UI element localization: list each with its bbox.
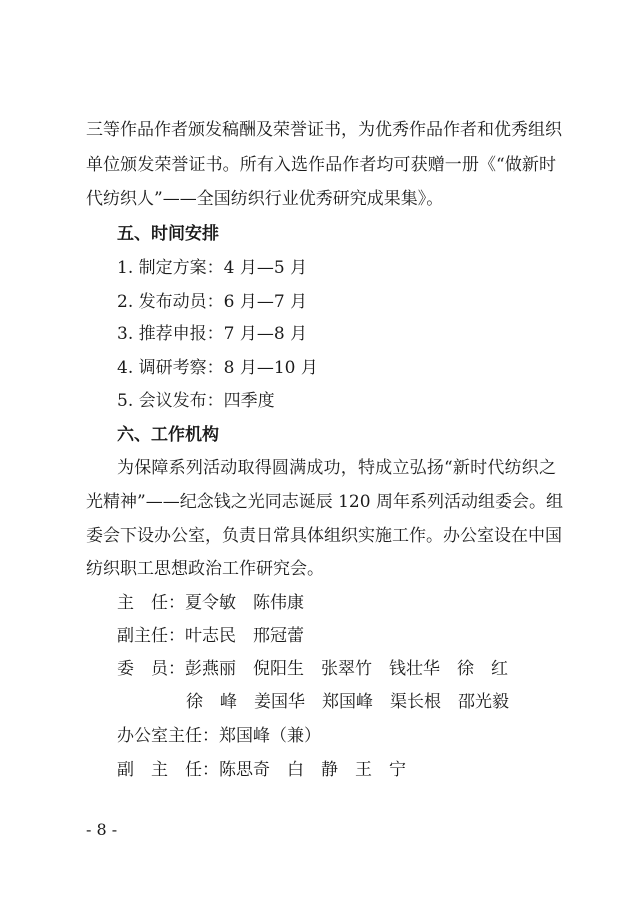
staff-names: 叶志民 邢冠蕾 <box>185 626 304 646</box>
schedule-item: 3. 推荐申报：7 月—8 月 <box>117 324 308 344</box>
staff-names: 徐 峰 姜国华 郑国峰 渠长根 邵光毅 <box>186 692 509 712</box>
paragraph-line: 代纺织人”——全国纺织行业优秀研究成果集》。 <box>86 189 444 209</box>
paragraph-line: 三等作品作者颁发稿酬及荣誉证书，为优秀作品作者和优秀组织 <box>86 120 562 140</box>
staff-row-director <box>117 591 304 615</box>
paragraph-line: 委会下设办公室，负责日常具体组织实施工作。办公室设在中国 <box>86 526 562 546</box>
paragraph-line: 为保障系列活动取得圆满成功，特成立弘扬“新时代纺织之 <box>117 458 556 478</box>
staff-names: 彭燕丽 倪阳生 张翠竹 钱壮华 徐 红 <box>185 659 508 679</box>
paragraph-line: 纺织职工思想政治工作研究会。 <box>86 559 324 579</box>
staff-names: 郑国峰（兼） <box>219 726 321 746</box>
schedule-item: 4. 调研考察：8 月—10 月 <box>117 358 318 378</box>
schedule-item: 5. 会议发布：四季度 <box>117 391 275 411</box>
staff-label: 主 任： <box>117 593 185 613</box>
staff-row-office-director <box>117 724 321 748</box>
staff-row-deputy-director <box>117 624 304 648</box>
paragraph-line: 光精神”——纪念钱之光同志诞辰 120 周年系列活动组委会。组 <box>86 492 563 512</box>
staff-row-members <box>117 657 508 681</box>
page-number: - 8 - <box>86 820 118 839</box>
section-heading-schedule: 五、时间安排 <box>117 224 219 244</box>
staff-row-members-continued <box>186 690 509 714</box>
staff-names: 夏令敏 陈伟康 <box>185 593 304 613</box>
staff-names: 陈思奇 白 静 王 宁 <box>219 760 406 780</box>
paragraph-line: 单位颁发荣誉证书。所有入选作品作者均可获赠一册《“做新时 <box>86 155 556 175</box>
staff-row-office-deputy <box>117 758 406 782</box>
staff-label: 副 主 任： <box>117 760 219 780</box>
schedule-item: 1. 制定方案：4 月—5 月 <box>117 258 308 278</box>
section-heading-organization: 六、工作机构 <box>117 425 219 445</box>
staff-label: 办公室主任： <box>117 726 219 746</box>
schedule-item: 2. 发布动员：6 月—7 月 <box>117 292 308 312</box>
staff-label: 委 员： <box>117 659 185 679</box>
staff-label: 副主任： <box>117 626 185 646</box>
